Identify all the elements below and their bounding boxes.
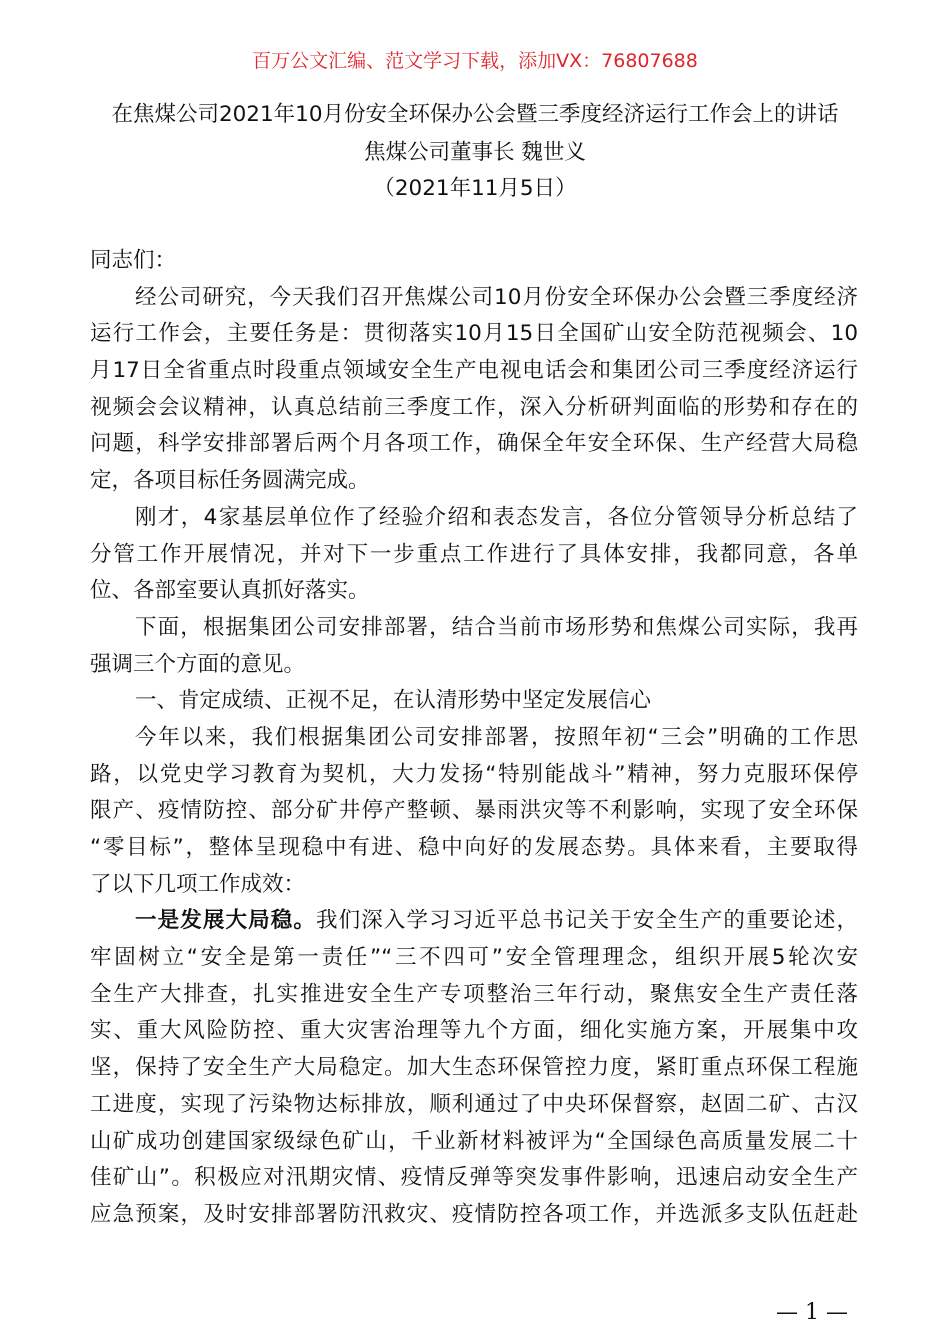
lead-rest: 我们深入学习习近平总书记关于安全生产的重要论述，: [316, 908, 858, 934]
paragraph-line: 一、肯定成绩、正视不足，在认清形势中坚定发展信心: [135, 688, 652, 714]
paragraph-line: 定，各项目标任务圆满完成。: [90, 468, 370, 494]
paragraph-line: 下面，根据集团公司安排部署，结合当前市场形势和焦煤公司实际，我再: [135, 614, 858, 640]
paragraph-line: 应急预案，及时安排部署防汛救灾、疫情防控各项工作，并选派多支队伍赶赴: [90, 1201, 858, 1227]
paragraph-line: 坚，保持了安全生产大局稳定。加大生态环保管控力度，紧盯重点环保工程施: [90, 1055, 858, 1081]
speaker-line: 焦煤公司董事长 魏世义: [364, 140, 586, 165]
watermark-banner: 百万公文汇编、范文学习下载，添加VX：76807688: [252, 50, 698, 72]
salutation: 同志们：: [90, 248, 177, 273]
document-body: [90, 243, 858, 1234]
paragraph-line: 刚才，4家基层单位作了经验介绍和表态发言，各位分管领导分析总结了: [135, 504, 858, 530]
paragraph-line: 视频会会议精神，认真总结前三季度工作，深入分析研判面临的形势和存在的: [90, 394, 858, 420]
paragraph-line: 实、重大风险防控、重大灾害治理等九个方面，细化实施方案，开展集中攻: [90, 1018, 858, 1044]
paragraph-line: 限产、疫情防控、部分矿井停产整顿、暴雨洪灾等不利影响，实现了安全环保: [90, 798, 858, 824]
paragraph-line: 经公司研究，今天我们召开焦煤公司10月份安全环保办公会暨三季度经济: [135, 284, 858, 310]
paragraph-line: 今年以来，我们根据集团公司安排部署，按照年初“三会”明确的工作思: [135, 724, 858, 750]
speech-date: （2021年11月5日）: [373, 176, 577, 201]
paragraph-line: 山矿成功创建国家级绿色矿山，千业新材料被评为“全国绿色高质量发展二十: [90, 1128, 858, 1154]
page-number: — 1 —: [776, 1300, 848, 1325]
paragraph-line: 了以下几项工作成效：: [90, 871, 306, 897]
paragraph-line: 位、各部室要认真抓好落实。: [90, 578, 370, 604]
paragraph-line: “零目标”，整体呈现稳中有进、稳中向好的发展态势。具体来看，主要取得: [90, 835, 858, 860]
document-title: 在焦煤公司2021年10月份安全环保办公会暨三季度经济运行工作会上的讲话: [111, 102, 839, 127]
paragraph-line: 运行工作会，主要任务是：贯彻落实10月15日全国矿山安全防范视频会、10: [90, 321, 858, 347]
paragraph-line: 工进度，实现了污染物达标排放，顺利通过了中央环保督察，赵固二矿、古汉: [90, 1091, 858, 1117]
paragraph-line: 强调三个方面的意见。: [90, 651, 306, 677]
paragraph-line: 全生产大排查，扎实推进安全生产专项整治三年行动，聚焦安全生产责任落: [90, 981, 858, 1007]
paragraph-line: 月17日全省重点时段重点领域安全生产电视电话会和集团公司三季度经济运行: [90, 358, 858, 384]
bold-lead: 一是发展大局稳。: [135, 908, 317, 934]
paragraph-line: 路，以党史学习教育为契机，大力发扬“特别能战斗”精神，努力克服环保停: [90, 761, 858, 787]
paragraph-line: 问题，科学安排部署后两个月各项工作，确保全年安全环保、生产经营大局稳: [90, 431, 858, 457]
paragraph-line: 牢固树立“安全是第一责任”“三不四可”安全管理理念，组织开展5轮次安: [90, 945, 858, 971]
paragraph-line: 佳矿山”。积极应对汛期灾情、疫情反弹等突发事件影响，迅速启动安全生产: [90, 1165, 858, 1191]
paragraph-line: 分管工作开展情况，并对下一步重点工作进行了具体安排，我都同意，各单: [90, 541, 858, 567]
paragraph-line: [90, 903, 858, 940]
